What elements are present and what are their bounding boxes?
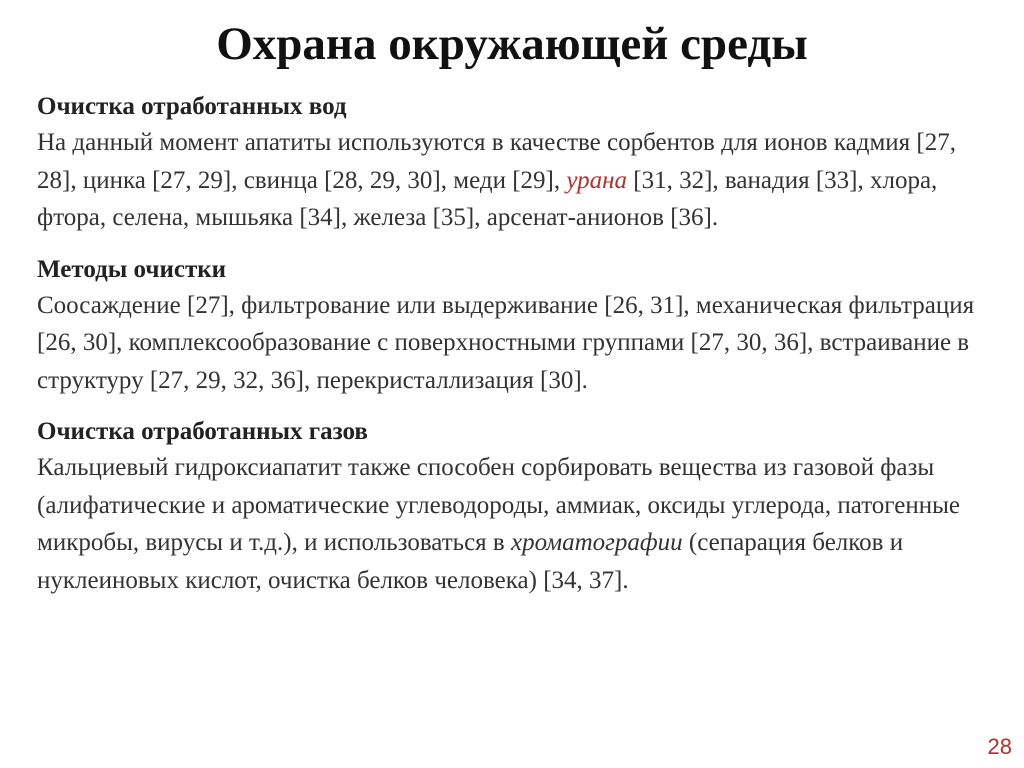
section-heading: Очистка отработанных газов	[37, 418, 368, 445]
body-text-part: [31, 32], ванадия [33], хлора, фтора, селена, мышьяка [34], железа [35], арсенат-анионов [36].	[37, 166, 938, 231]
slide-content	[37, 90, 997, 599]
section-body	[37, 124, 997, 237]
section-heading: Методы очистки	[37, 255, 227, 283]
body-text-part: Кальциевый гидроксиапатит также способен сорбировать вещества из газовой фазы (алифатические и ароматические углеводороды, аммиак, оксиды углерода, патогенные микробы, вирусы и т.д.), и использоваться в	[37, 454, 960, 556]
emphasized-term: урана	[566, 166, 628, 194]
section-waste-gases	[37, 415, 997, 599]
page-number: 28	[987, 734, 1012, 759]
emphasized-term: хроматографии	[511, 529, 683, 556]
section-wastewater	[37, 90, 997, 237]
section-heading: Очистка отработанных вод	[37, 93, 347, 120]
section-body: Соосаждение [27], фильтрование или выдерживание [26, 31], механическая фильтрация [26, 30], комплексообразование с поверхностными группами [27, 30, 36], встраивание в структуру [27, 29, 32, 36], перекристаллизация [30].	[37, 291, 975, 394]
slide-title: Охрана окружающей среды	[216, 18, 808, 70]
body-text-part: На данный момент апатиты используются в качестве сорбентов для ионов кадмия [27, 28], цинка [27, 29], свинца [28, 29, 30], меди [29],	[37, 129, 956, 194]
section-methods	[37, 253, 997, 400]
section-body	[37, 449, 997, 599]
body-text-part: (сепарация белков и нуклеиновых кислот, очистка белков человека) [34, 37].	[37, 529, 904, 594]
